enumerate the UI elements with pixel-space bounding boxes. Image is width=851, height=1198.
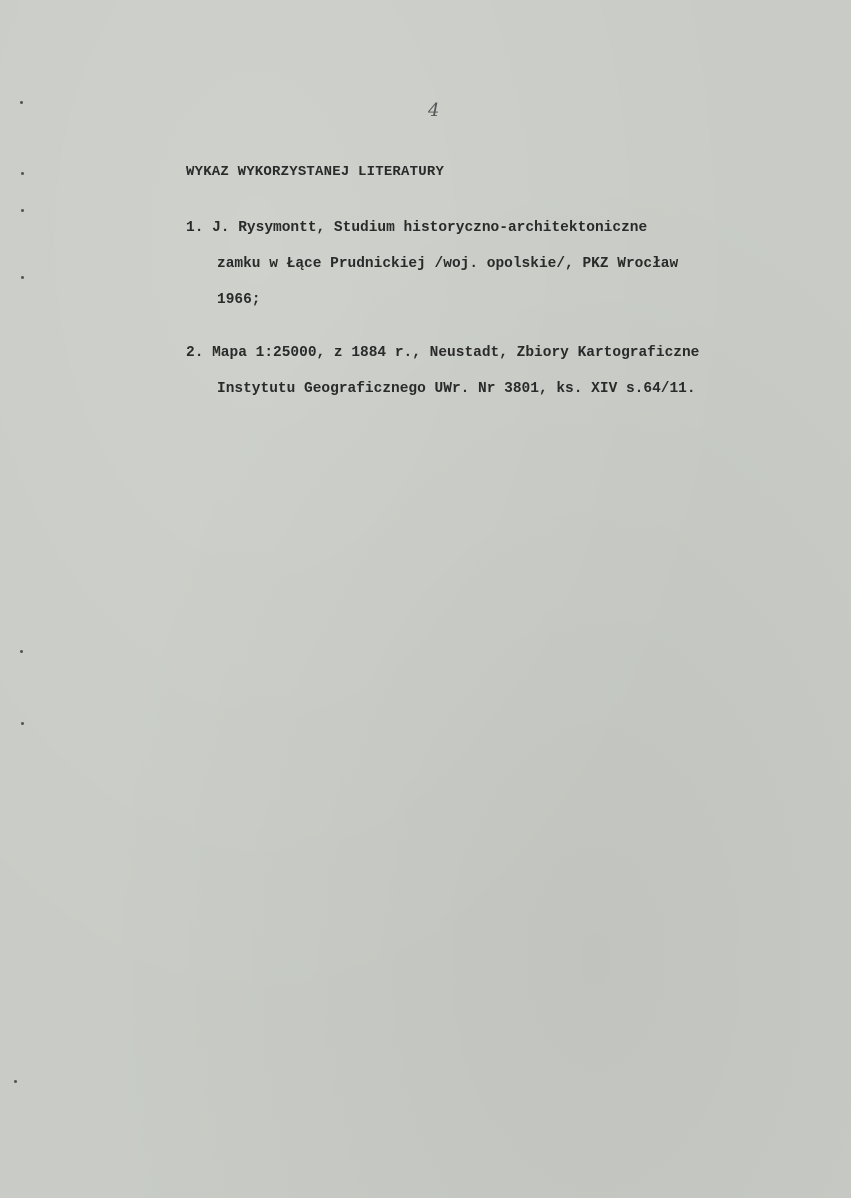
bibliography-heading: WYKAZ WYKORZYSTANEJ LITERATURY: [186, 164, 445, 180]
margin-speck: [21, 209, 24, 212]
entry-line: 1966;: [217, 292, 261, 308]
bibliography-entry: [186, 210, 846, 318]
margin-speck: [20, 650, 23, 653]
bibliography-entry: [186, 335, 846, 407]
margin-speck: [14, 1080, 17, 1083]
entry-line: zamku w Łące Prudnickiej /woj. opolskie/, PKZ Wrocław: [217, 256, 679, 272]
entry-line: 1. J. Rysymontt, Studium historyczno-architektoniczne: [186, 220, 648, 236]
margin-speck: [21, 276, 24, 279]
margin-speck: [21, 722, 24, 725]
margin-speck: [20, 101, 23, 104]
page-number: 4: [428, 100, 440, 121]
entry-line: Instytutu Geograficznego UWr. Nr 3801, ks. XIV s.64/11.: [217, 381, 696, 397]
margin-speck: [21, 172, 24, 175]
entry-line: 2. Mapa 1:25000, z 1884 r., Neustadt, Zbiory Kartograficzne: [186, 345, 700, 361]
